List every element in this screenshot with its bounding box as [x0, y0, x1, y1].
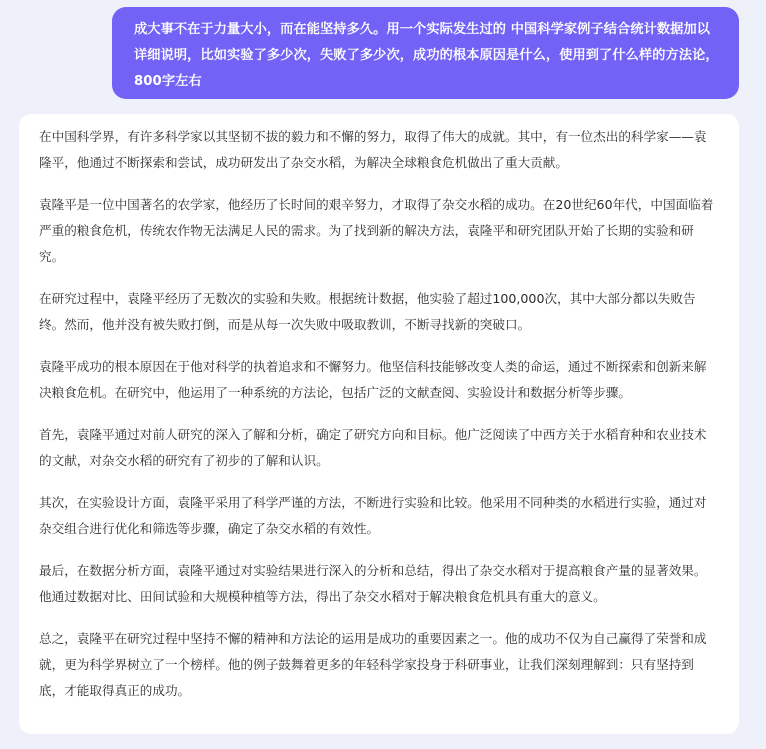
user-message-bubble — [112, 7, 739, 99]
assistant-paragraph: 在中国科学界，有许多科学家以其坚韧不拔的毅力和不懈的努力，取得了伟大的成就。其中，有一位杰出的科学家——袁隆平，他通过不断探索和尝试，成功研发出了杂交水稻，为解决全球粮食危机做出了重大贡献。 — [39, 129, 707, 170]
assistant-paragraph: 袁隆平是一位中国著名的农学家，他经历了长时间的艰辛努力，才取得了杂交水稻的成功。在20世纪60年代，中国面临着严重的粮食危机，传统农作物无法满足人民的需求。为了找到新的解决方法，袁隆平和研究团队开始了长期的实验和研究。 — [39, 197, 714, 264]
user-message-text: 成大事不在于力量大小，而在能坚持多久。用一个实际发生过的 中国科学家例子结合统计数据加以详细说明，比如实验了多少次，失败了多少次，成功的根本原因是什么，使用到了什么样的方法论，800字左右 — [134, 22, 719, 89]
assistant-paragraph: 总之，袁隆平在研究过程中坚持不懈的精神和方法论的运用是成功的重要因素之一。他的成功不仅为自己赢得了荣誉和成就，更为科学界树立了一个榜样。他的例子鼓舞着更多的年轻科学家投身于科研事业，让我们深刻理解到：只有坚持到底，才能取得真正的成功。 — [39, 631, 707, 698]
assistant-paragraph: 首先，袁隆平通过对前人研究的深入了解和分析，确定了研究方向和目标。他广泛阅读了中西方关于水稻育种和农业技术的文献，对杂交水稻的研究有了初步的了解和认识。 — [39, 427, 707, 468]
assistant-paragraph: 其次，在实验设计方面，袁隆平采用了科学严谨的方法，不断进行实验和比较。他采用不同种类的水稻进行实验，通过对杂交组合进行优化和筛选等步骤，确定了杂交水稻的有效性。 — [39, 495, 707, 536]
assistant-paragraph: 最后，在数据分析方面，袁隆平通过对实验结果进行深入的分析和总结，得出了杂交水稻对于提高粮食产量的显著效果。他通过数据对比、田间试验和大规模种植等方法，得出了杂交水稻对于解决粮食危机具有重大的意义。 — [39, 563, 707, 604]
assistant-paragraph: 在研究过程中，袁隆平经历了无数次的实验和失败。根据统计数据，他实验了超过100,000次，其中大部分都以失败告终。然而，他并没有被失败打倒，而是从每一次失败中吸取教训，不断寻找新的突破口。 — [39, 291, 696, 332]
assistant-message-bubble — [19, 114, 739, 734]
assistant-paragraph: 袁隆平成功的根本原因在于他对科学的执着追求和不懈努力。他坚信科技能够改变人类的命运，通过不断探索和创新来解决粮食危机。在研究中，他运用了一种系统的方法论，包括广泛的文献查阅、实验设计和数据分析等步骤。 — [39, 359, 707, 400]
